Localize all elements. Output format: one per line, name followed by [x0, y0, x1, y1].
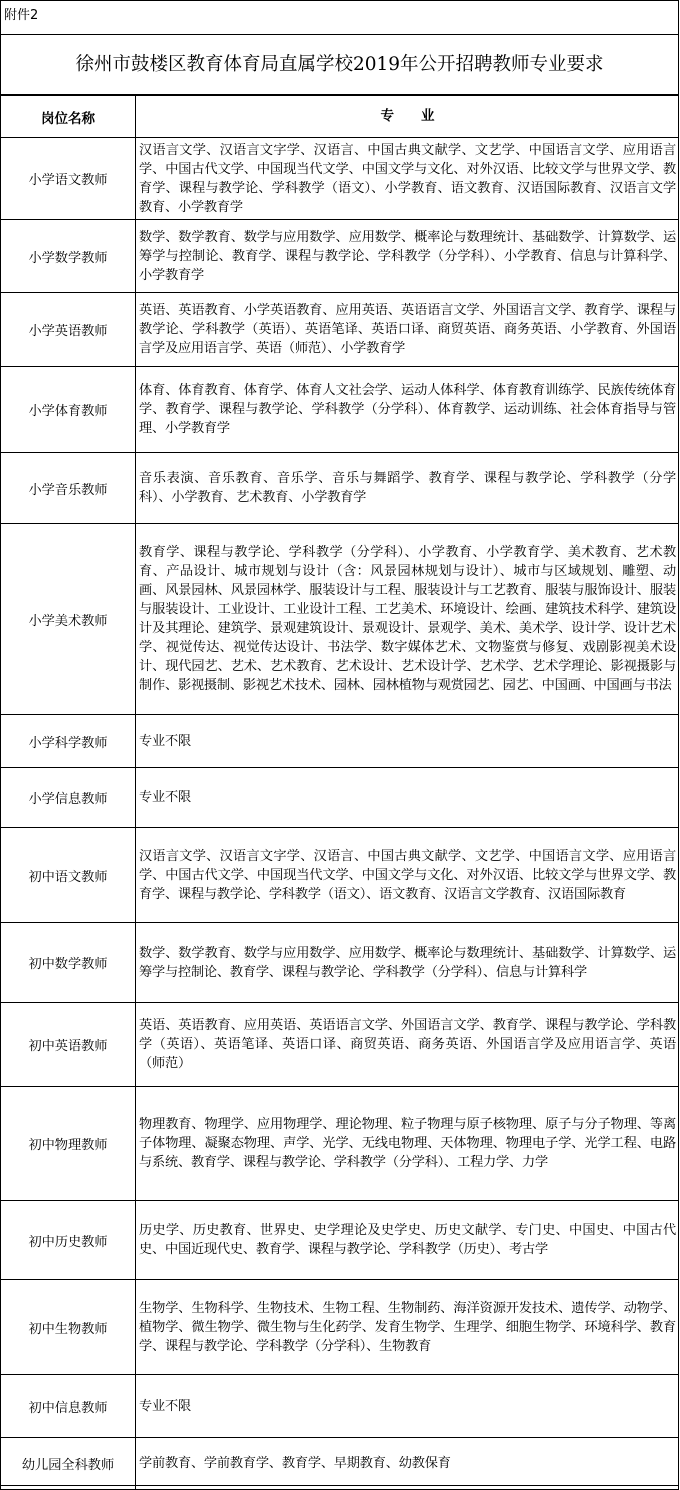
- table-row: [1, 923, 679, 1003]
- position-cell: 小学语文教师: [1, 138, 136, 220]
- position-cell: 初中生物教师: [1, 1280, 136, 1375]
- position-cell: 小学信息教师: [1, 768, 136, 828]
- major-cell: 数学、数学教育、数学与应用数学、应用数学、概率论与数理统计、基础数学、计算数学、运筹学与控制论、教育学、课程与教学论、学科教学（分学科）、小学教育、信息与计算科学、小学教育学: [136, 220, 679, 293]
- table-row: [1, 1280, 679, 1375]
- position-cell: 小学英语教师: [1, 293, 136, 367]
- table-row: [1, 1201, 679, 1280]
- major-cell: 英语、英语教育、应用英语、英语语言文学、外国语言文学、教育学、课程与教学论、学科教学（英语）、英语笔译、英语口译、商贸英语、商务英语、外国语言学及应用语言学、英语（师范）: [136, 1003, 679, 1087]
- table-row: [1, 1375, 679, 1438]
- table-row: [1, 715, 679, 768]
- major-cell: 专业不限: [136, 1375, 679, 1438]
- major-cell: 专业不限: [136, 715, 679, 768]
- major-cell: 专业不限: [136, 768, 679, 828]
- page-title: 徐州市鼓楼区教育体育局直属学校2019年公开招聘教师专业要求: [1, 35, 678, 95]
- major-cell: 数学、数学教育、数学与应用数学、应用数学、概率论与数理统计、基础数学、计算数学、运筹学与控制论、教育学、课程与教学论、学科教学（分学科）、信息与计算科学: [136, 923, 679, 1003]
- position-cell: 初中历史教师: [1, 1201, 136, 1280]
- header-major: 专 业: [136, 96, 679, 138]
- major-cell: 历史学、历史教育、世界史、史学理论及史学史、历史文献学、专门史、中国史、中国古代史、中国近现代史、教育学、课程与教学论、学科教学（历史）、考古学: [136, 1201, 679, 1280]
- table-row: [1, 1087, 679, 1201]
- table-header-row: [1, 96, 679, 138]
- position-cell: 小学音乐教师: [1, 453, 136, 524]
- table-row: [1, 367, 679, 453]
- major-cell: 教育学、课程与教学论、学科教学（分学科）、小学教育、小学教育学、美术教育、艺术教育、产品设计、城市规划与设计（含：风景园林规划与设计）、城市与区域规划、雕塑、动画、风景园林、风景园林学、服装设计与工程、服装设计与工艺教育、服装与服饰设计、服装与服装设计、工业设计、工业设计工程、工艺美术、环境设计、绘画、建筑技术科学、建筑设计及其理论、建筑学、景观建筑设计、景观设计、景观学、美术、美术学、设计学、设计艺术学、视觉传达、视觉传达设计、书法学、数字媒体艺术、文物鉴赏与修复、戏剧影视美术设计、现代园艺、艺术、艺术教育、艺术设计、艺术设计学、艺术学、艺术学理论、影视摄影与制作、影视摄制、影视艺术技术、园林、园林植物与观赏园艺、园艺、中国画、中国画与书法: [136, 524, 679, 715]
- position-cell: 小学体育教师: [1, 367, 136, 453]
- major-cell: 英语、英语教育、小学英语教育、应用英语、英语语言文学、外国语言文学、教育学、课程与教学论、学科教学（英语）、英语笔译、英语口译、商贸英语、商务英语、小学教育、外国语言学及应用语言学、英语（师范）、小学教育学: [136, 293, 679, 367]
- major-cell: 汉语言文学、汉语言文字学、汉语言、中国古典文献学、文艺学、中国语言文学、应用语言学、中国古代文学、中国现当代文学、中国文学与文化、对外汉语、比较文学与世界文学、教育学、课程与教学论、学科教学（语文）、语文教育、汉语言文学教育、汉语国际教育: [136, 828, 679, 923]
- requirements-table: [0, 95, 679, 1490]
- table-row: [1, 768, 679, 828]
- table-row: [1, 1003, 679, 1087]
- table-row: [1, 1438, 679, 1490]
- major-cell: 生物学、生物科学、生物技术、生物工程、生物制药、海洋资源开发技术、遗传学、动物学、植物学、微生物学、微生物与生化药学、发育生物学、生理学、细胞生物学、环境科学、教育学、课程与教学论、学科教学（分学科）、生物教育: [136, 1280, 679, 1375]
- table-row: [1, 524, 679, 715]
- table-row: [1, 828, 679, 923]
- table-row: [1, 453, 679, 524]
- major-cell: 学前教育、学前教育学、教育学、早期教育、幼教保育: [136, 1438, 679, 1490]
- header-position: 岗位名称: [1, 96, 136, 138]
- position-cell: 初中英语教师: [1, 1003, 136, 1087]
- position-cell: 初中数学教师: [1, 923, 136, 1003]
- position-cell: 初中物理教师: [1, 1087, 136, 1201]
- table-row: [1, 220, 679, 293]
- position-cell: 小学科学教师: [1, 715, 136, 768]
- major-cell: 体育、体育教育、体育学、体育人文社会学、运动人体科学、体育教育训练学、民族传统体育学、教育学、课程与教学论、学科教学（分学科）、体育教学、运动训练、社会体育指导与管理、小学教育学: [136, 367, 679, 453]
- table-row: [1, 293, 679, 367]
- position-cell: 初中语文教师: [1, 828, 136, 923]
- position-cell: 初中信息教师: [1, 1375, 136, 1438]
- major-cell: 汉语言文学、汉语言文字学、汉语言、中国古典文献学、文艺学、中国语言文学、应用语言学、中国古代文学、中国现当代文学、中国文学与文化、对外汉语、比较文学与世界文学、教育学、课程与教学论、学科教学（语文）、小学教育、语文教育、汉语国际教育、汉语言文学教育、小学教育学: [136, 138, 679, 220]
- table-row: [1, 138, 679, 220]
- position-cell: 幼儿园全科教师: [1, 1438, 136, 1490]
- attachment-label: 附件2: [1, 1, 678, 35]
- major-cell: 物理教育、物理学、应用物理学、理论物理、粒子物理与原子核物理、原子与分子物理、等离子体物理、凝聚态物理、声学、光学、无线电物理、天体物理、物理电子学、光学工程、电路与系统、教育学、课程与教学论、学科教学（分学科）、工程力学、力学: [136, 1087, 679, 1201]
- position-cell: 小学美术教师: [1, 524, 136, 715]
- position-cell: 小学数学教师: [1, 220, 136, 293]
- major-cell: 音乐表演、音乐教育、音乐学、音乐与舞蹈学、教育学、课程与教学论、学科教学（分学科）、小学教育、艺术教育、小学教育学: [136, 453, 679, 524]
